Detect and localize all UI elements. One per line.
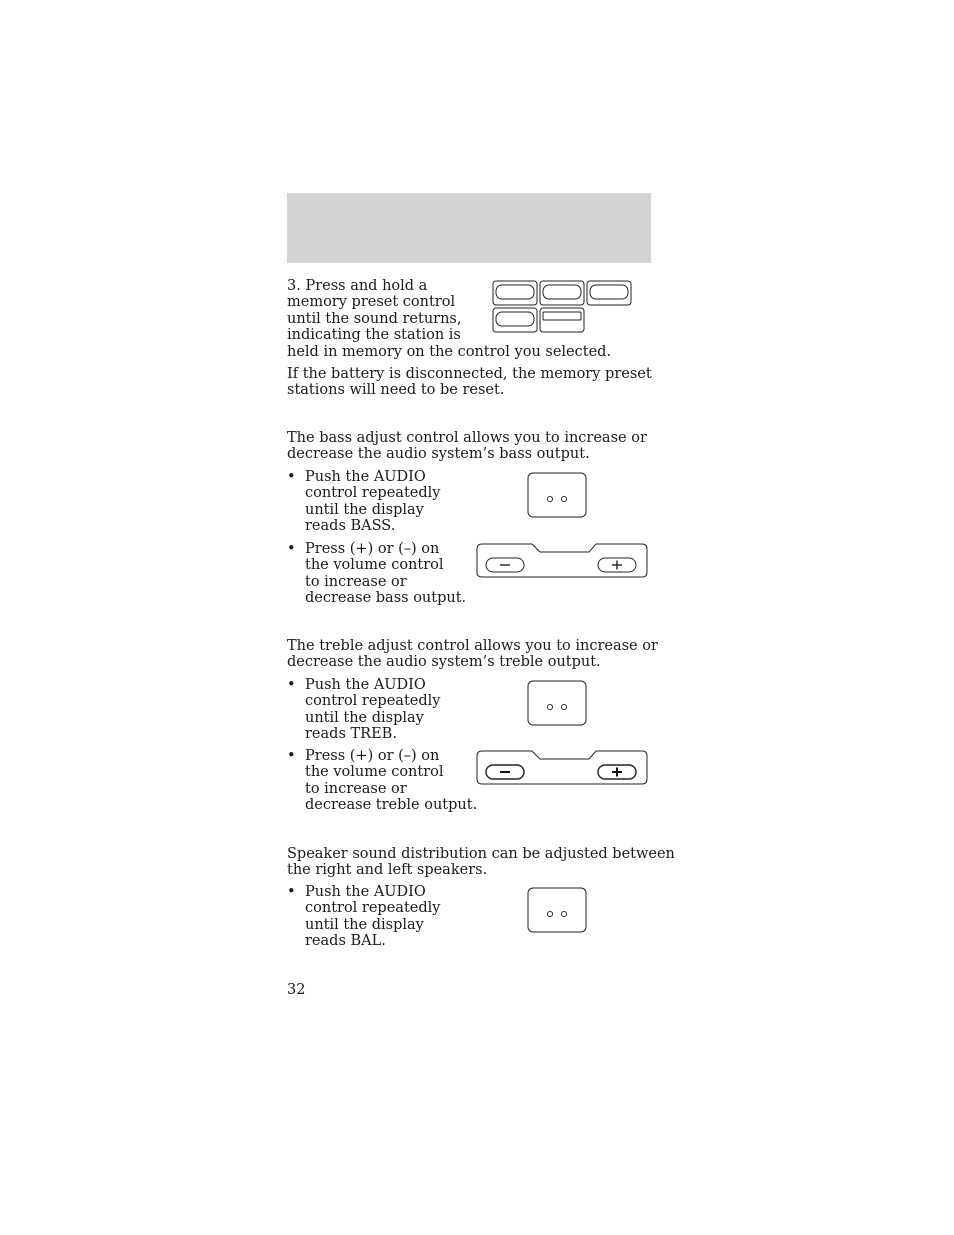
audio-button-icon: [527, 680, 589, 728]
text-line: 3. Press and hold a: [287, 278, 428, 294]
text-line: memory preset control: [287, 294, 456, 311]
text-line: until the display: [305, 916, 424, 933]
text-line: until the sound returns,: [287, 310, 462, 327]
bullet-icon: •: [287, 469, 296, 485]
volume-control-icon: [476, 542, 650, 580]
balance-bullet-1: [287, 884, 487, 954]
treble-bullet-2: [287, 748, 487, 818]
text-line: control repeatedly: [305, 485, 441, 502]
page-number: 32: [287, 982, 306, 998]
bass-bullet-1: [287, 469, 487, 539]
text-line: Press (+) or (–) on: [305, 541, 440, 557]
text-line: indicating the station is: [287, 327, 461, 344]
bullet-icon: •: [287, 677, 296, 693]
text-line: to increase or: [305, 780, 407, 797]
text-line: control repeatedly: [305, 693, 441, 710]
bass-intro: [287, 430, 647, 463]
text-line: until the display: [305, 709, 424, 726]
bullet-icon: •: [287, 748, 296, 764]
text-line: stations will need to be reset.: [287, 382, 505, 399]
section-header-band: [287, 193, 651, 263]
text-line: Push the AUDIO: [305, 469, 426, 485]
text-line: to increase or: [305, 573, 407, 590]
text-line: decrease the audio system’s treble output.: [287, 654, 601, 671]
treble-bullet-1: [287, 677, 487, 747]
text-line: The treble adjust control allows you to increase or: [287, 638, 658, 654]
text-line: If the battery is disconnected, the memory preset: [287, 366, 652, 382]
text-line: reads TREB.: [305, 726, 397, 743]
battery-note: [287, 366, 652, 399]
text-line: decrease bass output.: [305, 590, 467, 607]
memory-preset-buttons-icon: [492, 280, 632, 334]
text-line: Speaker sound distribution can be adjusted between: [287, 846, 675, 862]
treble-intro: [287, 638, 658, 671]
text-line: decrease the audio system’s bass output.: [287, 446, 590, 463]
text-line: Press (+) or (–) on: [305, 748, 440, 764]
text-line: reads BASS.: [305, 518, 396, 535]
bullet-icon: •: [287, 884, 296, 900]
text-line: held in memory on the control you selected.: [287, 343, 612, 360]
text-line: until the display: [305, 501, 424, 518]
volume-control-icon: [476, 749, 650, 787]
text-line: The bass adjust control allows you to increase or: [287, 430, 647, 446]
text-line: the volume control: [305, 764, 444, 781]
text-line: the volume control: [305, 557, 444, 574]
text-line: reads BAL.: [305, 933, 386, 950]
audio-button-icon: [527, 887, 589, 935]
audio-button-icon: [527, 472, 589, 520]
text-line: control repeatedly: [305, 900, 441, 917]
bullet-icon: •: [287, 541, 296, 557]
balance-intro: [287, 846, 675, 879]
text-line: decrease treble output.: [305, 797, 478, 814]
bass-bullet-2: [287, 541, 487, 611]
text-line: the right and left speakers.: [287, 862, 488, 879]
text-line: Push the AUDIO: [305, 677, 426, 693]
text-line: Push the AUDIO: [305, 884, 426, 900]
